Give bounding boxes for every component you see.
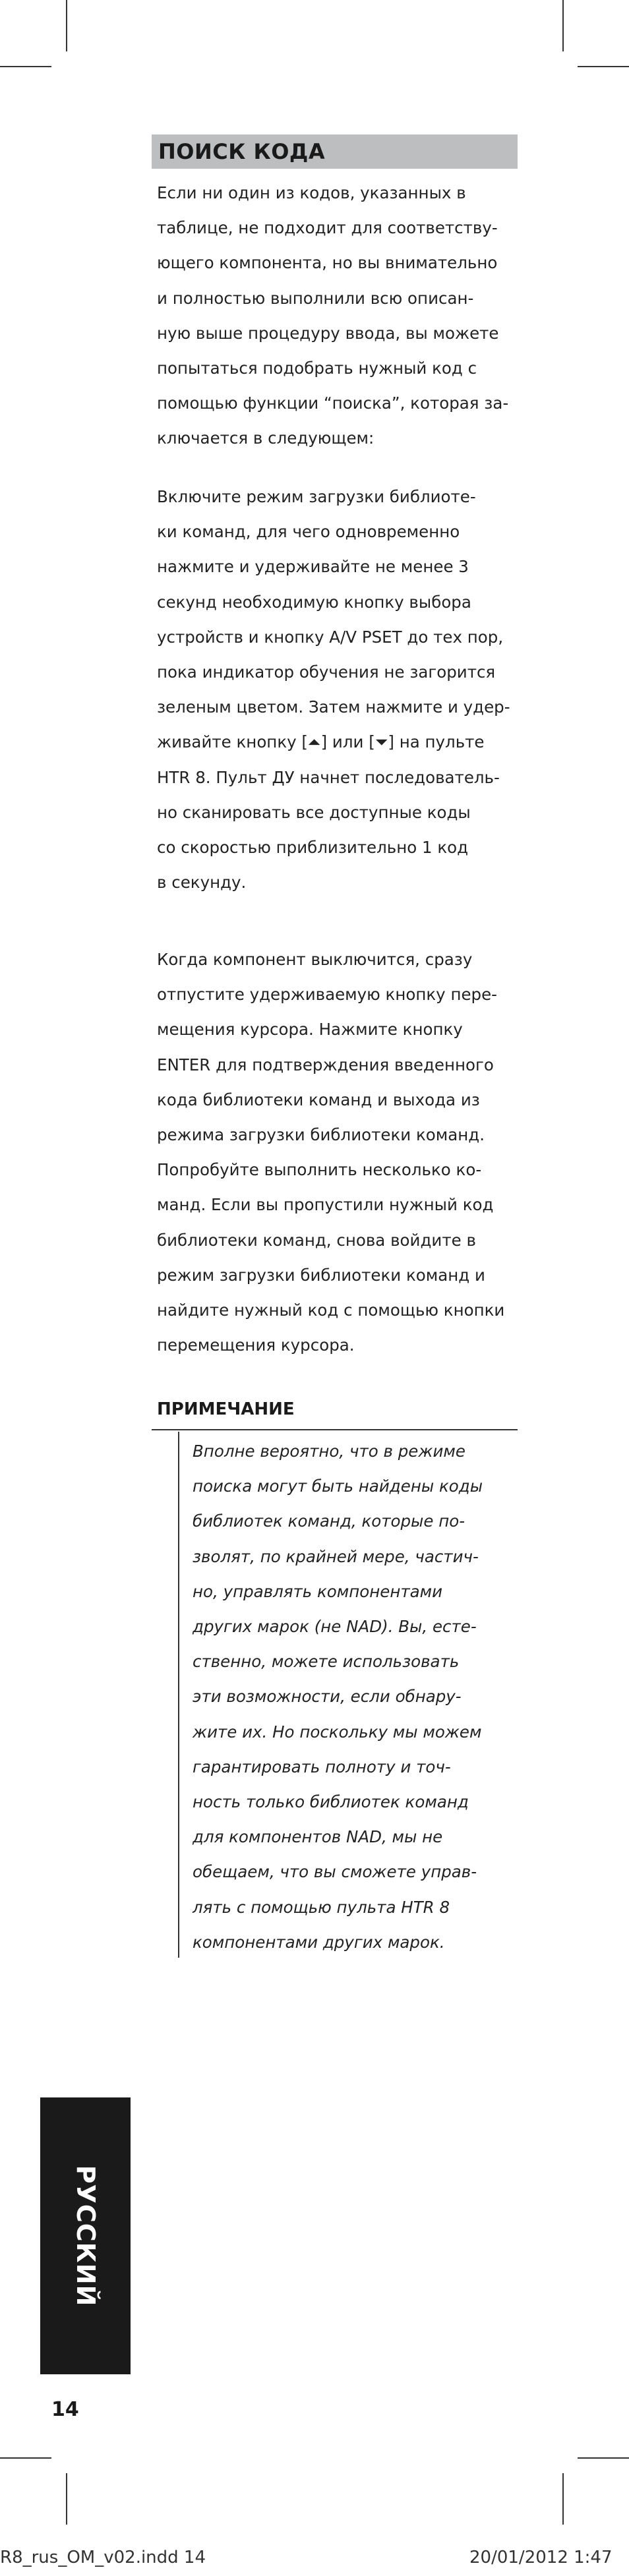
language-tab-label: РУССКИЙ (71, 2165, 100, 2307)
paragraph-confirm: Когда компонент выключится, сразу отпустите удерживаемую кнопку пере- мещения курсора. Нажмите кнопку ENTER для подтверждения введенного кода библиотеки команд и выхода из режима загрузки библиотеки команд. Попробуйте выполнить несколько ко- манд. Если вы пропустили нужный код библиотеки команд, снова войдите в режим загрузки библиотеки команд и найдите нужный код с помощью кнопки перемещения курсора. (157, 950, 505, 1355)
crop-mark-top-right (562, 0, 564, 51)
slug-file-name: R8_rus_OM_v02.indd 14 (0, 2548, 206, 2567)
crop-mark-top-left (66, 0, 67, 51)
paragraph-library-mode: Включите режим загрузки библиоте- ки команд, для чего одновременно нажмите и удерживайте не менее 3 секунд необходимую кнопку выбора устройств и кнопку A/V PSET до тех пор, пока индикатор обучения не загорится зеленым цветом. Затем нажмите и удер- живайте кнопку [⏶] или [⏷] на пульте HTR 8. Пульт ДУ начнет последователь- но сканировать все доступные коды со скоростью приблизительно 1 код в секунду. (157, 487, 510, 893)
note-side-rule (178, 1432, 179, 1958)
page-number: 14 (51, 2398, 79, 2421)
crop-mark-bottom-right-h (578, 2457, 629, 2459)
crop-mark-bottom-right (562, 2473, 564, 2525)
crop-mark-top-left-h (0, 66, 51, 67)
paragraph-intro: Если ни один из кодов, указанных в таблице, не подходит для соответству- ющего компонента, но вы внимательно и полностью выполнили всю описан- ную выше процедуру ввода, вы можете попытаться подобрать нужный код с помощью функции “поиска”, которая за- ключается в следующем: (157, 183, 509, 448)
crop-mark-top-right-h (578, 66, 629, 67)
note-heading: ПРИМЕЧАНИЕ (157, 1399, 295, 1419)
note-body: Вполне вероятно, что в режиме поиска могут быть найдены коды библиотек команд, которые по- зволят, по крайней мере, частич- но, управлять компонентами других марок (не NAD). Вы, есте- ственно, можете использовать эти возможности, если обнару- жите их. Но поскольку мы можем гарантировать полноту и точ- ность только библиотек команд для компонентов NAD, мы не обещаем, что вы сможете управ- лять с помощью пульта HTR 8 компонентами других марок. (193, 1442, 483, 1952)
section-heading: ПОИСК КОДА (158, 139, 326, 164)
crop-mark-bottom-left-h (0, 2457, 51, 2459)
language-tab (40, 2097, 131, 2374)
crop-mark-bottom-left (66, 2473, 67, 2525)
slug-date-time: 20/01/2012 1:47 (469, 2548, 613, 2567)
note-divider (152, 1429, 518, 1430)
